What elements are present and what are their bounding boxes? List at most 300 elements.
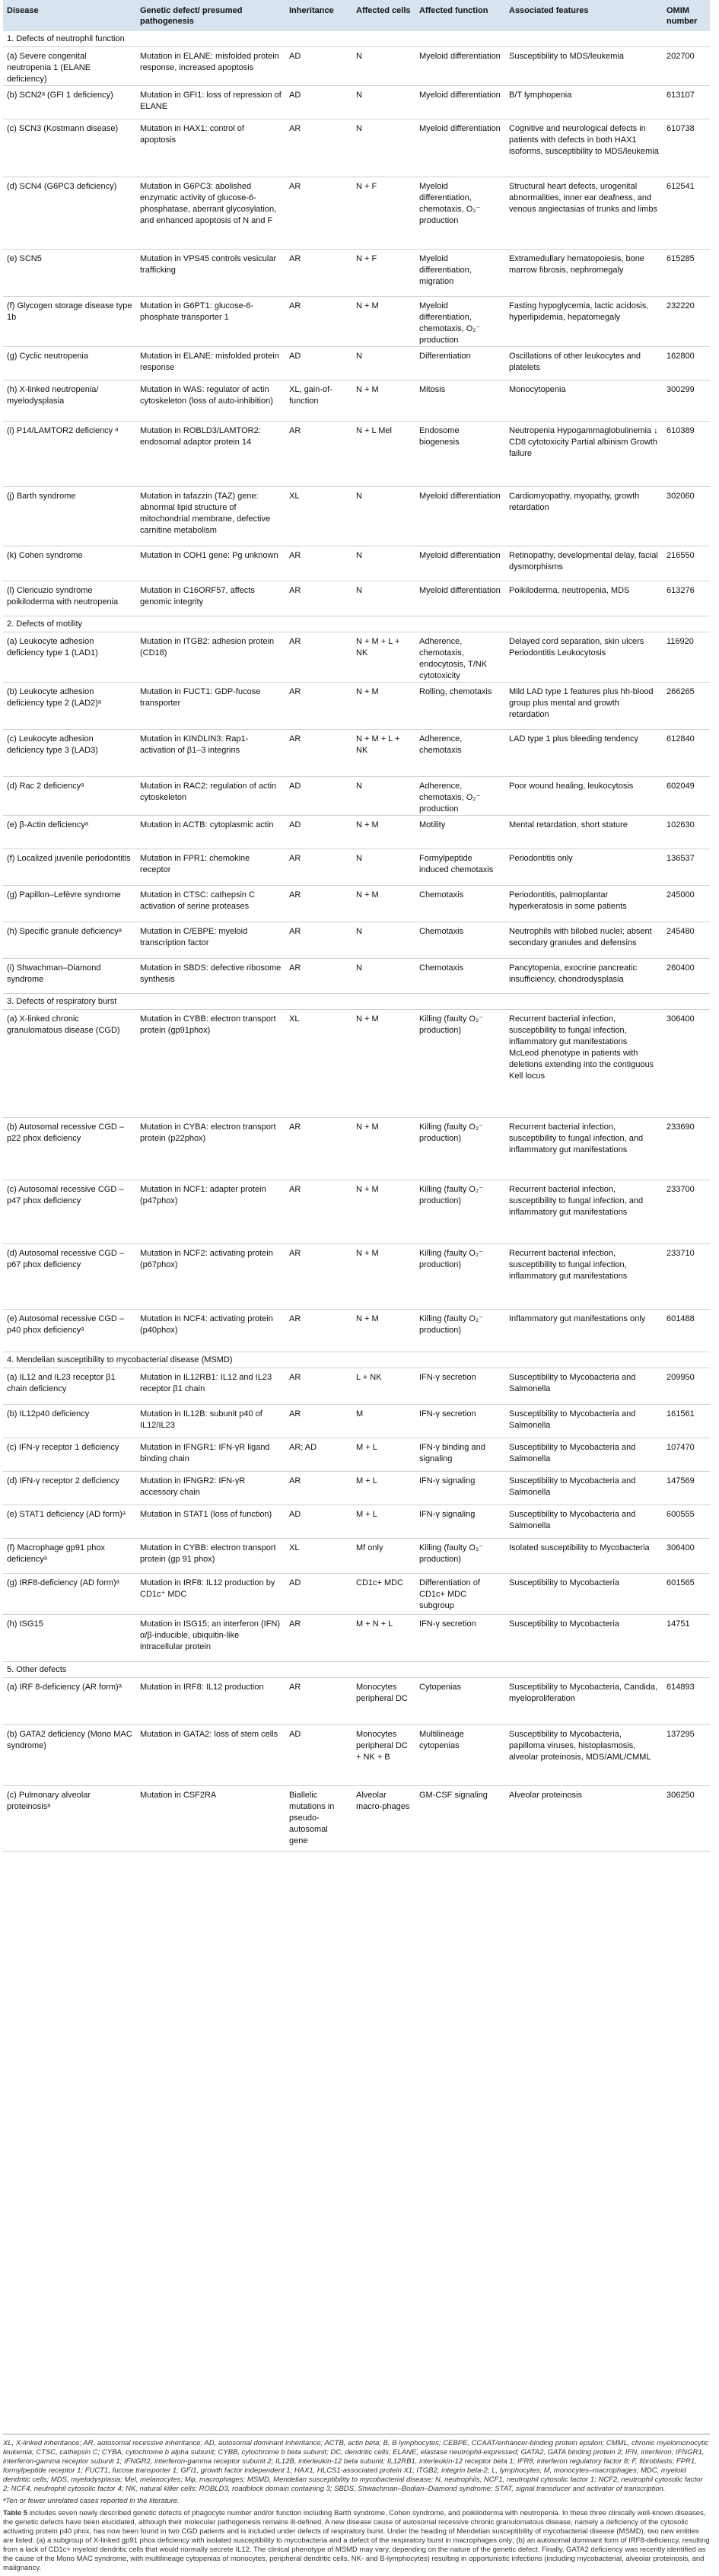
table-cell: N + M <box>352 1180 415 1244</box>
table-cell: AR <box>285 1244 352 1310</box>
table-cell: Myeloid differentiation <box>415 581 505 616</box>
table-cell: 300299 <box>663 381 710 422</box>
table-cell: Mental retardation, short stature <box>505 816 663 849</box>
table-cell: (f) Glycogen storage disease type 1b <box>3 297 136 347</box>
table-cell: AR <box>285 1118 352 1180</box>
table-row <box>3 1574 710 1615</box>
table-cell: M <box>352 1405 415 1438</box>
table-row <box>3 1505 710 1539</box>
table-row <box>3 422 710 487</box>
table-cell: Isolated susceptibility to Mycobacteria <box>505 1539 663 1574</box>
table-cell: AD <box>285 347 352 381</box>
table-row <box>3 1438 710 1472</box>
table-cell: N + M + L + NK <box>352 632 415 683</box>
table-cell: Susceptibility to MDS/leukemia <box>505 47 663 86</box>
table-cell: AD <box>285 1725 352 1786</box>
table-row <box>3 1615 710 1662</box>
table-cell: Mitosis <box>415 381 505 422</box>
table-cell: 245000 <box>663 886 710 922</box>
table-cell: Mutation in HAX1: control of apoptosis <box>136 119 285 177</box>
table-cell: N <box>352 581 415 616</box>
table-cell: (e) SCN5 <box>3 250 136 297</box>
table-cell: M + L <box>352 1472 415 1505</box>
table-cell: (d) Rac 2 deficiencyᵃ <box>3 777 136 816</box>
table-row <box>3 1786 710 1852</box>
table-cell: 233710 <box>663 1244 710 1310</box>
table-cell: Biallelic mutations in pseudo-autosomal gene <box>285 1786 352 1852</box>
section-row <box>3 1352 710 1368</box>
section-heading: 3. Defects of respiratory burst <box>3 994 710 1010</box>
table-row <box>3 959 710 994</box>
table-cell: AR <box>285 1405 352 1438</box>
table-cell: Mf only <box>352 1539 415 1574</box>
table-cell: (e) STAT1 deficiency (AD form)ᵃ <box>3 1505 136 1539</box>
table-cell: (a) IL12 and IL23 receptor β1 chain deficiency <box>3 1368 136 1405</box>
table-cell: Cytopenias <box>415 1678 505 1725</box>
table-caption <box>3 2509 710 2573</box>
section-heading: 4. Mendelian susceptibility to mycobacterial disease (MSMD) <box>3 1352 710 1368</box>
table-cell: Mutation in SBDS: defective ribosome synthesis <box>136 959 285 994</box>
table-cell: Extramedullary hematopoiesis, bone marrow fibrosis, nephromegaly <box>505 250 663 297</box>
table-row <box>3 250 710 297</box>
section-row <box>3 1662 710 1678</box>
table-cell: Recurrent bacterial infection, susceptibility to fungal infection, and inflammatory gut manifestations <box>505 1180 663 1244</box>
table-cell: (d) IFN-γ receptor 2 deficiency <box>3 1472 136 1505</box>
table-cell: AR <box>285 959 352 994</box>
table-cell: Mutation in VPS45 controls vesicular trafficking <box>136 250 285 297</box>
header-row <box>3 0 710 31</box>
table-cell: Retinopathy, developmental delay, facial dysmorphisms <box>505 546 663 581</box>
section-heading: 5. Other defects <box>3 1662 710 1678</box>
table-row <box>3 1180 710 1244</box>
table-cell: AD <box>285 1574 352 1615</box>
table-cell: (b) GATA2 deficiency (Mono MAC syndrome) <box>3 1725 136 1786</box>
table-cell: Mutation in CSF2RA <box>136 1786 285 1852</box>
table-cell: Myeloid differentiation <box>415 86 505 119</box>
table-cell: 116920 <box>663 632 710 683</box>
table-cell: (c) Leukocyte adhesion deficiency type 3 (LAD3) <box>3 730 136 777</box>
table-cell: Monocytopenia <box>505 381 663 422</box>
table-cell: IFN-γ signaling <box>415 1472 505 1505</box>
table-cell: N + L Mel <box>352 422 415 487</box>
table-cell: AR <box>285 1472 352 1505</box>
table-cell: Neutropenia Hypogammaglobulinemia ↓ CD8 cytotoxicity Partial albinism Growth failure <box>505 422 663 487</box>
table-cell: 601488 <box>663 1310 710 1352</box>
table-cell: (b) Leukocyte adhesion deficiency type 2 (LAD2)ᵃ <box>3 683 136 730</box>
table-cell: 137295 <box>663 1725 710 1786</box>
table-cell: IFN-γ secretion <box>415 1615 505 1662</box>
table-cell: Myeloid differentiation <box>415 47 505 86</box>
table-cell: AD <box>285 816 352 849</box>
table-cell: AR <box>285 177 352 250</box>
table-cell: 245480 <box>663 922 710 959</box>
table-cell: Endosome biogenesis <box>415 422 505 487</box>
table-cell: Susceptibility to Mycobacteria, Candida, myeloproliferation <box>505 1678 663 1725</box>
table-cell: AR; AD <box>285 1438 352 1472</box>
table-cell: (i) Shwachman–Diamond syndrome <box>3 959 136 994</box>
header-cell: Affected function <box>415 0 505 31</box>
table-cell: LAD type 1 plus bleeding tendency <box>505 730 663 777</box>
footnotes <box>3 2439 710 2576</box>
table-cell: 302060 <box>663 487 710 546</box>
table-cell: AR <box>285 1615 352 1662</box>
table-cell: Fasting hypoglycemia, lactic acidosis, hyperlipidemia, hepatomegaly <box>505 297 663 347</box>
section-row <box>3 994 710 1010</box>
table-cell: 612840 <box>663 730 710 777</box>
table-cell: AR <box>285 922 352 959</box>
table-cell: IFN-γ binding and signaling <box>415 1438 505 1472</box>
table-cell: Mutation in C16ORF57, affects genomic integrity <box>136 581 285 616</box>
table-cell: Mutation in CYBA: electron transport protein (p22phox) <box>136 1118 285 1180</box>
table-cell: Mutation in CYBB: electron transport protein (gp91phox) <box>136 1010 285 1118</box>
table-cell: N + M <box>352 1010 415 1118</box>
table-cell: N + F <box>352 177 415 250</box>
section-row <box>3 31 710 47</box>
table-row <box>3 730 710 777</box>
table-cell: Mutation in G6PC3: abolished enzymatic activity of glucose-6-phosphatase, aberrant glycosylation, and enhanced apoptosis of N and F <box>136 177 285 250</box>
table-cell: AR <box>285 297 352 347</box>
table-cell: 600555 <box>663 1505 710 1539</box>
table-cell: Chemotaxis <box>415 959 505 994</box>
table-cell: Myeloid differentiation, migration <box>415 250 505 297</box>
table-cell: AD <box>285 47 352 86</box>
table-cell: Chemotaxis <box>415 922 505 959</box>
header-cell: OMIM number <box>663 0 710 31</box>
table-cell: Chemotaxis <box>415 886 505 922</box>
table-row <box>3 922 710 959</box>
table-cell: Alveolar macro-phages <box>352 1786 415 1852</box>
table-cell: Mutation in ACTB: cytoplasmic actin <box>136 816 285 849</box>
table-cell: Differentiation of CD1c+ MDC subgroup <box>415 1574 505 1615</box>
table-cell: Formylpeptide induced chemotaxis <box>415 849 505 886</box>
table-cell: Cognitive and neurological defects in patients with defects in both HAX1 isoforms, susceptibility to MDS/leukemia <box>505 119 663 177</box>
table-cell: XL <box>285 1539 352 1574</box>
table-cell: AR <box>285 1180 352 1244</box>
table-row <box>3 1118 710 1180</box>
table-cell: Mutation in GATA2: loss of stem cells <box>136 1725 285 1786</box>
table-cell: N <box>352 86 415 119</box>
table-row <box>3 119 710 177</box>
table-cell: Differentiation <box>415 347 505 381</box>
table-cell: Susceptibility to Mycobacteria, papilloma viruses, histoplasmosis, alveolar proteinosis, MDS/AML/CMML <box>505 1725 663 1786</box>
table-cell: N + M <box>352 816 415 849</box>
table-cell: XL <box>285 487 352 546</box>
table-cell: Susceptibility to Mycobacteria and Salmonella <box>505 1405 663 1438</box>
table-cell: Mutation in C/EBPE: myeloid transcription factor <box>136 922 285 959</box>
table-cell: 614893 <box>663 1678 710 1725</box>
table-cell: (f) Localized juvenile periodontitis <box>3 849 136 886</box>
table-cell: GM-CSF signaling <box>415 1786 505 1852</box>
table-cell: N <box>352 487 415 546</box>
table-cell: (h) X-linked neutropenia/ myelodysplasia <box>3 381 136 422</box>
header-cell: Genetic defect/ presumed pathogenesis <box>136 0 285 31</box>
table-cell: N + M + L + NK <box>352 730 415 777</box>
table-cell: Mutation in FPR1: chemokine receptor <box>136 849 285 886</box>
table-cell: AR <box>285 546 352 581</box>
table-cell: Killing (faulty O₂⁻ production) <box>415 1010 505 1118</box>
table-cell: Susceptibility to Mycobacteria <box>505 1615 663 1662</box>
table-cell: Mild LAD type 1 features plus hh-blood group plus mental and growth retardation <box>505 683 663 730</box>
table-row <box>3 1010 710 1118</box>
table-cell: AD <box>285 777 352 816</box>
table-cell: L + NK <box>352 1368 415 1405</box>
table-cell: AR <box>285 730 352 777</box>
table-cell: Cardiomyopathy, myopathy, growth retardation <box>505 487 663 546</box>
table-cell: Myeloid differentiation <box>415 119 505 177</box>
table-cell: (h) ISG15 <box>3 1615 136 1662</box>
table-cell: Myeloid differentiation, chemotaxis, O₂⁻ production <box>415 297 505 347</box>
table-cell: 232220 <box>663 297 710 347</box>
table-cell: 613276 <box>663 581 710 616</box>
table-cell: 216550 <box>663 546 710 581</box>
table-cell: N + M <box>352 1118 415 1180</box>
table-cell: (a) IRF 8-deficiency (AR form)ᵃ <box>3 1678 136 1725</box>
table-cell: 233700 <box>663 1180 710 1244</box>
table-cell: (b) IL12p40 deficiency <box>3 1405 136 1438</box>
table-cell: (c) IFN-γ receptor 1 deficiency <box>3 1438 136 1472</box>
table-cell: N <box>352 922 415 959</box>
table-cell: 612541 <box>663 177 710 250</box>
header-cell: Associated features <box>505 0 663 31</box>
table-cell: (g) Papillon–Lefèvre syndrome <box>3 886 136 922</box>
table-cell: Killing (faulty O₂⁻ production) <box>415 1539 505 1574</box>
table-cell: Mutation in GFI1: loss of repression of ELANE <box>136 86 285 119</box>
table-cell: AR <box>285 849 352 886</box>
table-cell: (f) Macrophage gp91 phox deficiencyᵃ <box>3 1539 136 1574</box>
table-cell: Mutation in IFNGR2: IFN-γR accessory chain <box>136 1472 285 1505</box>
table-cell: Mutation in NCF1: adapter protein (p47phox) <box>136 1180 285 1244</box>
table-cell: Pancytopenia, exocrine pancreatic insufficiency, chondrodysplasia <box>505 959 663 994</box>
table-row <box>3 816 710 849</box>
table-row <box>3 886 710 922</box>
table-cell: N + M <box>352 297 415 347</box>
table-cell: (e) β-Actin deficiencyᵃ <box>3 816 136 849</box>
table-row <box>3 777 710 816</box>
table-cell: N + M <box>352 683 415 730</box>
table-row <box>3 47 710 86</box>
table-cell: Susceptibility to Mycobacteria <box>505 1574 663 1615</box>
table-cell: Killing (faulty O₂⁻ production) <box>415 1310 505 1352</box>
table-cell: IFN-γ signaling <box>415 1505 505 1539</box>
table-cell: AR <box>285 250 352 297</box>
table-cell: (g) Cyclic neutropenia <box>3 347 136 381</box>
table-cell: N + M <box>352 886 415 922</box>
section-row <box>3 616 710 632</box>
table-cell: (b) SCN2ᵃ (GFI 1 deficiency) <box>3 86 136 119</box>
table-cell: AR <box>285 886 352 922</box>
table-row <box>3 581 710 616</box>
table-cell: N <box>352 119 415 177</box>
table-cell: (d) Autosomal recessive CGD – p67 phox deficiency <box>3 1244 136 1310</box>
table-cell: AR <box>285 1678 352 1725</box>
table-row <box>3 1539 710 1574</box>
table-cell: N <box>352 546 415 581</box>
table-cell: AD <box>285 86 352 119</box>
table-cell: Mutation in ROBLD3/LAMTOR2: endosomal adaptor protein 14 <box>136 422 285 487</box>
table-cell: 601565 <box>663 1574 710 1615</box>
table-cell: 136537 <box>663 849 710 886</box>
table-cell: M + N + L <box>352 1615 415 1662</box>
table-cell: N <box>352 777 415 816</box>
table-cell: (g) IRF8-deficiency (AD form)ᵃ <box>3 1574 136 1615</box>
table-cell: Mutation in IRF8: IL12 production <box>136 1678 285 1725</box>
table-cell: Myeloid differentiation <box>415 487 505 546</box>
table-cell: N <box>352 47 415 86</box>
table-cell: Periodontitis only <box>505 849 663 886</box>
table-cell: 107470 <box>663 1438 710 1472</box>
table-cell: 615285 <box>663 250 710 297</box>
table-cell: Recurrent bacterial infection, susceptibility to fungal infection, and inflammatory gut manifestations <box>505 1118 663 1180</box>
table-cell: Killing (faulty O₂⁻ production) <box>415 1244 505 1310</box>
table-cell: Mutation in ITGB2: adhesion protein (CD18) <box>136 632 285 683</box>
table-cell: Mutation in CTSC: cathepsin C activation of serine proteases <box>136 886 285 922</box>
table-cell: Killing (faulty O₂⁻ production) <box>415 1118 505 1180</box>
table-cell: Poor wound healing, leukocytosis <box>505 777 663 816</box>
table-cell: Monocytes peripheral DC <box>352 1678 415 1725</box>
table-cell: IFN-γ secretion <box>415 1368 505 1405</box>
table-cell: N <box>352 959 415 994</box>
table-label: Table 5 <box>3 2509 28 2517</box>
table-cell: M + L <box>352 1505 415 1539</box>
table-cell: Mutation in tafazzin (TAZ) gene: abnormal lipid structure of mitochondrial membrane, defective carnitine metabolism <box>136 487 285 546</box>
table-cell: Myeloid differentiation, chemotaxis, O₂⁻ production <box>415 177 505 250</box>
table-cell: (c) SCN3 (Kostmann disease) <box>3 119 136 177</box>
table-row <box>3 1725 710 1786</box>
table-cell: (l) Clericuzio syndrome poikiloderma with neutropenia <box>3 581 136 616</box>
table-cell: 306400 <box>663 1010 710 1118</box>
table-cell: 147569 <box>663 1472 710 1505</box>
table-row <box>3 849 710 886</box>
table-cell: AR <box>285 422 352 487</box>
header-cell: Affected cells <box>352 0 415 31</box>
table-cell: AR <box>285 632 352 683</box>
table-cell: 306250 <box>663 1786 710 1852</box>
table-row <box>3 1244 710 1310</box>
table-cell: Multilineage cytopenias <box>415 1725 505 1786</box>
table-cell: (i) P14/LAMTOR2 deficiency ᵃ <box>3 422 136 487</box>
table-cell: AD <box>285 1505 352 1539</box>
table-cell: B/T lymphopenia <box>505 86 663 119</box>
table-header <box>3 0 710 31</box>
table-cell: Adherence, chemotaxis, O₂⁻ production <box>415 777 505 816</box>
table-row <box>3 1310 710 1352</box>
abbreviations-note: XL, X-linked inheritance; AR, autosomal recessive inheritance; AD, autosomal dominant inheritance; ACTB, actin beta; B, B lymphocytes; CEBPE, CCAAT/enhancer-binding protein epsilon; CMML, chronic myelomonocytic leukemia; CTSC, cathepsin C; CYBA, cytochrome b alpha subunit; CYBB, cytochrome b beta subunit; DC, dendritic cells; ELANE, elastase neutrophil-expressed; GATA2, GATA binding protein 2; IFN, interferon; IFNGR1, interferon-gamma receptor subunit 1; IFNGR2, interferon-gamma receptor subunit 2; IL12B, interleukin-12 beta subunit; IL12RB1, interleukin-12 receptor beta 1; IFR8, interferon regulatory factor 8; F, fibroblasts; FPR1, formylpeptide receptor 1; FUCT1, fucose transporter 1; GFI1, growth factor independent 1; HAX1, HLCS1-associated protein X1; ITGB2, integrin beta-2; L, lymphocytes; M, monocytes–macrophages; MDC, myeloid dendritic cells; MDS, myelodysplasia; Mel, melanocytes; Mφ, macrophages; MSMD, Mendelian susceptibility to mycobacterial disease; N, neutrophils; NCF1, neutrophil cytosolic factor 1; NCF2, neutrophil cytosolic factor 2; NCF4, neutrophil cytosolic factor 4; NK, natural killer cells; ROBLD3, roadblock domain containing 3; SBDS, Shwachman–Bodian–Diamond syndrome; STAT, signal transducer and activator of transcription. <box>3 2439 709 2493</box>
table-cell: Adherence, chemotaxis <box>415 730 505 777</box>
table-cell: Recurrent bacterial infection, susceptibility to fungal infection, inflammatory gut manifestations <box>505 1244 663 1310</box>
table-cell: Mutation in KINDLIN3: Rap1-activation of β1–3 integrins <box>136 730 285 777</box>
table-cell: AR <box>285 581 352 616</box>
table-cell: Mutation in STAT1 (loss of function) <box>136 1505 285 1539</box>
table-cell: N + M <box>352 381 415 422</box>
table-cell: Mutation in NCF4: activating protein (p40phox) <box>136 1310 285 1352</box>
table-cell: (h) Specific granule deficiencyᵃ <box>3 922 136 959</box>
table-row <box>3 546 710 581</box>
table-cell: Mutation in IRF8: IL12 production by CD1c⁺ MDC <box>136 1574 285 1615</box>
table-cell: 162800 <box>663 347 710 381</box>
table-cell: 233690 <box>663 1118 710 1180</box>
table-cell: Susceptibility to Mycobacteria and Salmonella <box>505 1438 663 1472</box>
table-cell: Susceptibility to Mycobacteria and Salmonella <box>505 1368 663 1405</box>
table-cell: (a) Leukocyte adhesion deficiency type 1 (LAD1) <box>3 632 136 683</box>
table-cell: Mutation in IFNGR1: IFN-γR ligand binding chain <box>136 1438 285 1472</box>
table-cell: Motility <box>415 816 505 849</box>
data-table <box>3 0 710 1852</box>
table-cell: Mutation in G6PT1: glucose-6-phosphate transporter 1 <box>136 297 285 347</box>
table-cell: AR <box>285 683 352 730</box>
table-cell: (c) Pulmonary alveolar proteinosisᵃ <box>3 1786 136 1852</box>
table-cell: XL, gain-of-function <box>285 381 352 422</box>
section-heading: 2. Defects of motility <box>3 616 710 632</box>
table-cell: N + M <box>352 1310 415 1352</box>
header-cell: Inheritance <box>285 0 352 31</box>
table-cell: Periodontitis, palmoplantar hyperkeratosis in some patients <box>505 886 663 922</box>
table-row <box>3 632 710 683</box>
section-heading: 1. Defects of neutrophil function <box>3 31 710 47</box>
table-cell: 610389 <box>663 422 710 487</box>
table-row <box>3 347 710 381</box>
caption-text: includes seven newly described genetic defects of phagocyte number and/or function including Barth syndrome, Cohen syndrome, and poikiloderma with neutropenia. In these three clinically well-known diseases, the genetic defects have been elucidated, although their molecular pathogenesis remains ill-defined. A new disease cause of autosomal recessive chronic granulomatous disease, namely a deficiency of the cytosolic activating protein p40 phox, has now been found in two CGD patients and is included under defects of respiratory burst. Under the heading of Mendelian susceptibility of mycobacterial disease (MSMD), two new entities are listed: (a) a subgroup of X-linked gp91 phox deficiency with isolated susceptibility to mycobacteria and a defect of the respiratory burst in macrophages only; (b) an autosomal dominant form of IRF8-deficiency, resulting from a lack of CD1c+ myeloid dendritic cells that would normally secrete IL12. The clinical phenotype of MSMD may vary, depending on the nature of the genetic defect. Finally, GATA2 deficiency was recently identified as the cause of the Mono MAC syndrome, with multilineage cytopenias of monocytes, peripheral dendritic cells, NK- and B-lymphocytes) resulting in opportunistic infections (including mycobacterial, alveolar proteinosis, and malignancy. <box>3 2509 710 2572</box>
table-cell: Mutation in ELANE: misfolded protein response, increased apoptosis <box>136 47 285 86</box>
table-cell: 161561 <box>663 1405 710 1438</box>
table-cell: (e) Autosomal recessive CGD – p40 phox deficiencyᵃ <box>3 1310 136 1352</box>
table-cell: (a) Severe congenital neutropenia 1 (ELANE deficiency) <box>3 47 136 86</box>
table-row <box>3 1368 710 1405</box>
table-cell: Killing (faulty O₂⁻ production) <box>415 1180 505 1244</box>
table-cell: Mutation in RAC2: regulation of actin cytoskeleton <box>136 777 285 816</box>
table-cell: Adherence, chemotaxis, endocytosis, T/NK cytotoxicity <box>415 632 505 683</box>
table-cell: AR <box>285 1368 352 1405</box>
table-cell: Mutation in CYBB: electron transport protein (gp 91 phox) <box>136 1539 285 1574</box>
table-cell: N + F <box>352 250 415 297</box>
table-cell: 202700 <box>663 47 710 86</box>
table-cell: N + M <box>352 1244 415 1310</box>
table-cell: Recurrent bacterial infection, susceptibility to fungal infection, inflammatory gut manifestations McLeod phenotype in patients with deletions extending into the contiguous Kell locus <box>505 1010 663 1118</box>
table-cell: IFN-γ secretion <box>415 1405 505 1438</box>
table-row <box>3 683 710 730</box>
table-row <box>3 1405 710 1438</box>
table-row <box>3 1472 710 1505</box>
table-cell: 266265 <box>663 683 710 730</box>
table-cell: Delayed cord separation, skin ulcers Periodontitis Leukocytosis <box>505 632 663 683</box>
table-cell: Alveolar proteinosis <box>505 1786 663 1852</box>
table-cell: Mutation in ELANE: misfolded protein response <box>136 347 285 381</box>
table-cell: Mutation in ISG15; an interferon (IFN) α/β-inducible, ubiquitin-like intracellular protein <box>136 1615 285 1662</box>
table-cell: 14751 <box>663 1615 710 1662</box>
table-cell: (j) Barth syndrome <box>3 487 136 546</box>
table-cell: Poikiloderma, neutropenia, MDS <box>505 581 663 616</box>
table-row <box>3 86 710 119</box>
table-cell: Mutation in COH1 gene: Pg unknown <box>136 546 285 581</box>
table-row <box>3 1678 710 1725</box>
table-cell: 602049 <box>663 777 710 816</box>
table-cell: Myeloid differentiation <box>415 546 505 581</box>
table-cell: Mutation in IL12B: subunit p40 of IL12/IL23 <box>136 1405 285 1438</box>
table-cell: 260400 <box>663 959 710 994</box>
table-cell: (d) SCN4 (G6PC3 deficiency) <box>3 177 136 250</box>
table-cell: Mutation in FUCT1: GDP-fucose transporter <box>136 683 285 730</box>
table-row <box>3 381 710 422</box>
table-row <box>3 487 710 546</box>
table-cell: 610738 <box>663 119 710 177</box>
table-cell: (b) Autosomal recessive CGD – p22 phox deficiency <box>3 1118 136 1180</box>
table-cell: Mutation in WAS: regulator of actin cytoskeleton (loss of auto-inhibition) <box>136 381 285 422</box>
rare-case-note: ᵃTen or fewer unrelated cases reported in the literature. <box>3 2497 180 2505</box>
table-cell: Inflammatory gut manifestations only <box>505 1310 663 1352</box>
table-row <box>3 297 710 347</box>
table-row <box>3 177 710 250</box>
table-cell: M + L <box>352 1438 415 1472</box>
table-cell: 209950 <box>663 1368 710 1405</box>
